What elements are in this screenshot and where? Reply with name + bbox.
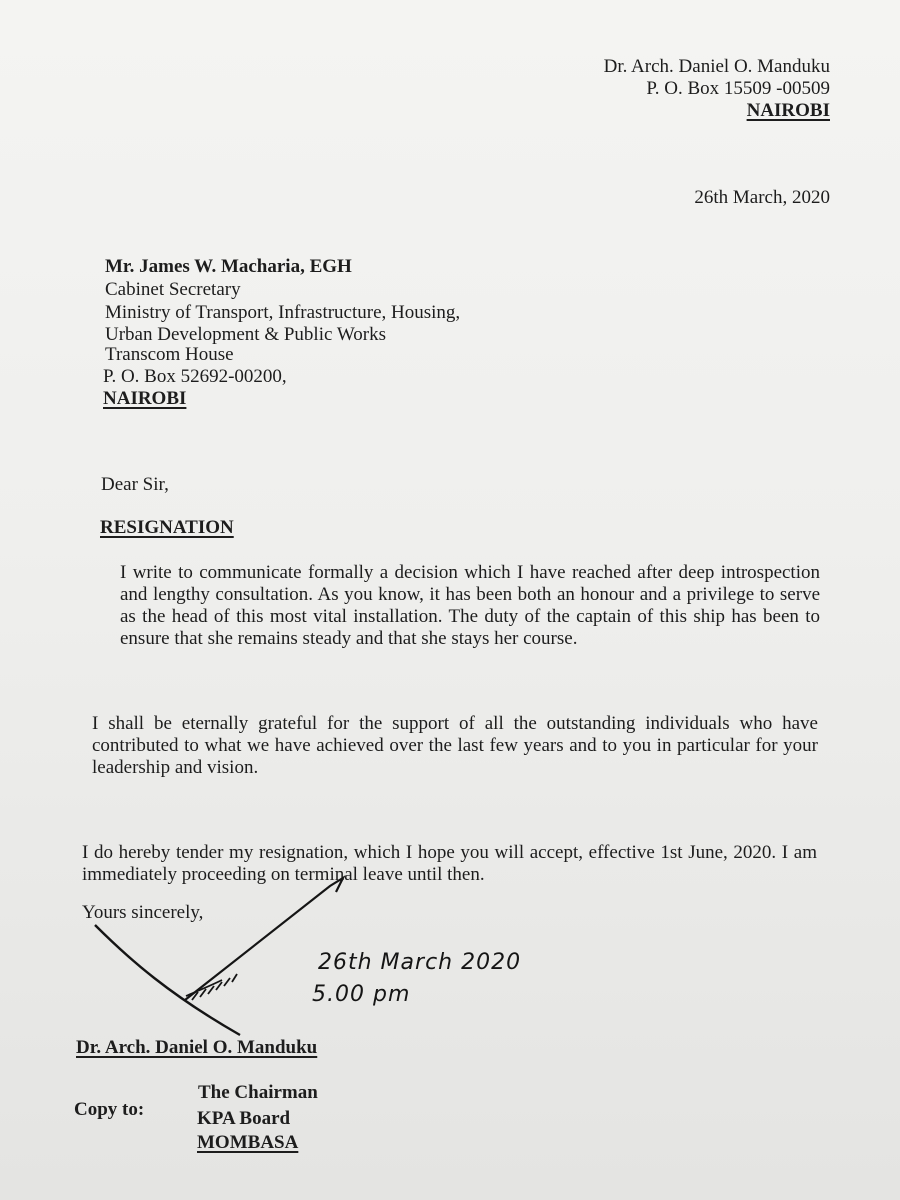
handwritten-date: 26th March 2020: [318, 950, 522, 975]
recipient-po-box: P. O. Box 52692-00200,: [103, 366, 287, 387]
recipient-ministry-line1: Ministry of Transport, Infrastructure, Housing,: [105, 302, 461, 323]
handwritten-time: 5.00 pm: [312, 982, 411, 1007]
sender-name: Dr. Arch. Daniel O. Manduku: [603, 56, 830, 77]
recipient-building: Transcom House: [105, 344, 234, 365]
recipient-name: Mr. James W. Macharia, EGH: [105, 256, 352, 277]
copy-to-line1: The Chairman: [198, 1082, 318, 1103]
subject-heading: RESIGNATION: [100, 517, 234, 538]
body-paragraph-1: I write to communicate formally a decision which I have reached after deep introspection and lengthy consultation. As you know, it has been both an honour and a privilege to serve as the head of this most vital installation. The duty of the captain of this ship has been to ensure that she remains steady and that she stays her course.: [120, 562, 820, 649]
copy-to-line3: MOMBASA: [197, 1132, 299, 1153]
letter-date: 26th March, 2020: [694, 187, 830, 208]
closing: Yours sincerely,: [82, 902, 204, 923]
signatory-name: Dr. Arch. Daniel O. Manduku: [76, 1037, 318, 1058]
recipient-ministry-line2: Urban Development & Public Works: [105, 324, 386, 345]
body-paragraph-2: I shall be eternally grateful for the support of all the outstanding individuals who have contributed to what we have achieved over the last few years and to you in particular for your leadership and vision.: [92, 713, 818, 778]
salutation: Dear Sir,: [101, 474, 169, 495]
sender-city: NAIROBI: [746, 100, 830, 121]
recipient-city: NAIROBI: [103, 388, 187, 409]
copy-to-line2: KPA Board: [197, 1108, 291, 1129]
recipient-title: Cabinet Secretary: [105, 279, 241, 300]
sender-po-box: P. O. Box 15509 -00509: [646, 78, 830, 99]
body-paragraph-3: I do hereby tender my resignation, which I hope you will accept, effective 1st June, 2020. I am immediately proceeding on terminal leave until then.: [82, 842, 817, 885]
copy-to-label: Copy to:: [74, 1099, 145, 1120]
